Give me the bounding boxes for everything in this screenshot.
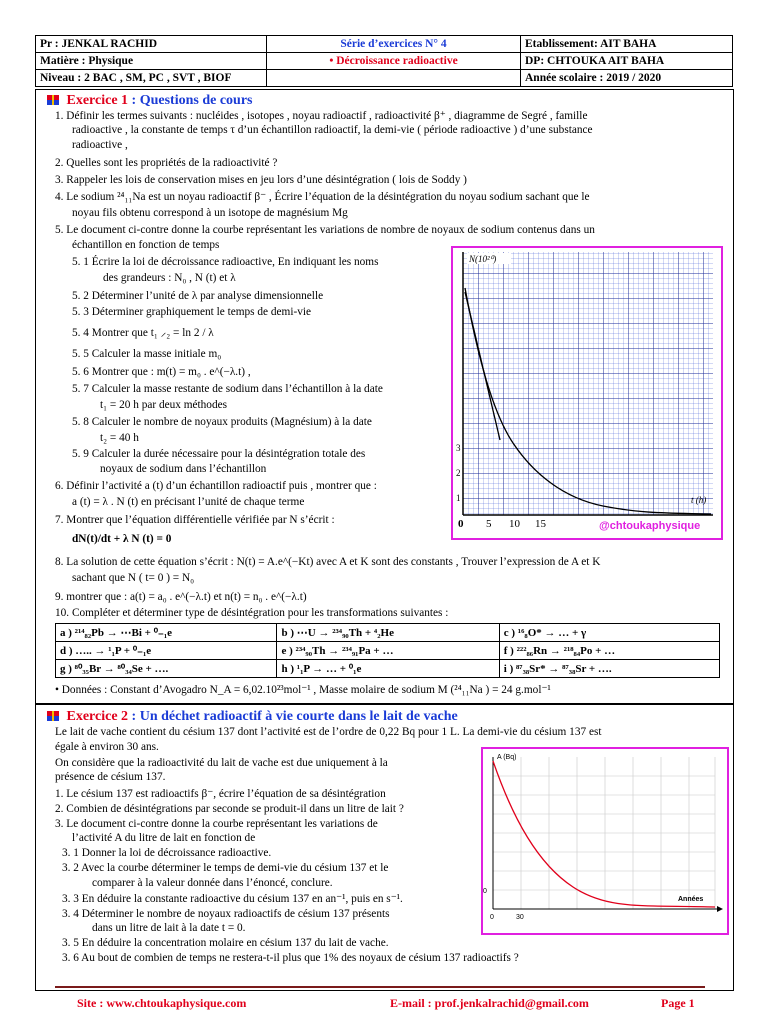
q6-line1: 6. Définir l’activité a (t) d’un échantillon radioactif puis , montrer que : bbox=[55, 480, 377, 492]
q5-9-line1: 5. 9 Calculer la durée nécessaire pour la désintégration totale des bbox=[72, 448, 366, 460]
ex2-q3-4-line2: dans un litre de lait à la date t = 0. bbox=[92, 922, 246, 934]
graph2-ylabel: A (Bq) bbox=[497, 754, 517, 761]
xtick-15: 15 bbox=[535, 518, 546, 530]
sodium-decay-svg bbox=[453, 248, 721, 538]
xtick-5: 5 bbox=[486, 518, 492, 530]
ex2-q3-line2: l’activité A du litre de lait en fonction de bbox=[72, 832, 256, 844]
exercise-2-number: Exercice 2 bbox=[66, 709, 129, 724]
ex2-q3-2-line1: 3. 2 Avec la courbe déterminer le temps de demi-vie du césium 137 et le bbox=[62, 862, 389, 874]
q5-7-line2: t₁ = 20 h par deux méthodes bbox=[100, 399, 228, 411]
ex2-q2: 2. Combien de désintégrations par seconde se produit-il dans un litre de lait ? bbox=[55, 803, 404, 815]
q5-9-line2: noyaux de sodium dans l’échantillon bbox=[100, 463, 267, 475]
reaction-a: a ) ²¹⁴₈₂Pb → ⋯Bi + ⁰₋₁e bbox=[56, 624, 277, 642]
q5-7-line1: 5. 7 Calculer la masse restante de sodium dans l’échantillon à la date bbox=[72, 383, 383, 395]
q5-1-line2: des grandeurs : N₀ , N (t) et λ bbox=[103, 272, 236, 284]
grid-lines bbox=[493, 757, 715, 909]
footer-page: Page 1 bbox=[661, 996, 695, 1010]
q7: 7. Montrer que l’équation différentielle vérifiée par N s’écrit : bbox=[55, 514, 335, 526]
header-chapitre-text: Décroissance radioactive bbox=[336, 55, 458, 67]
q2: 2. Quelles sont les propriétés de la radioactivité ? bbox=[55, 157, 278, 169]
footer-line bbox=[55, 986, 705, 988]
q8-line2: sachant que N ( t= 0 ) = N₀ bbox=[72, 572, 195, 584]
graph2-xlabel: Années bbox=[678, 896, 704, 903]
ex2-q3-1: 3. 1 Donner la loi de décroissance radioactive. bbox=[62, 847, 272, 859]
header-chapitre: • Décroissance radioactive bbox=[267, 53, 521, 70]
ex2-q3-5: 3. 5 En déduire la concentration molaire en césium 137 du lait de vache. bbox=[62, 937, 389, 949]
activity-curve bbox=[493, 761, 715, 907]
q9: 9. montrer que : a(t) = a₀ . e^(−λ.t) et n(t) = n₀ . e^(−λ.t) bbox=[55, 591, 307, 603]
q4-line1: 4. Le sodium ²⁴₁₁Na est un noyau radioactif β⁻ , Écrire l’équation de la désintégration du noyau sodium sachant que le bbox=[55, 191, 590, 203]
q5-3: 5. 3 Déterminer graphiquement le temps de demi-vie bbox=[72, 306, 312, 318]
reaction-c: c ) ¹⁶₈O* → … + γ bbox=[499, 624, 719, 642]
reactions-table bbox=[55, 623, 720, 678]
q5-8-line1: 5. 8 Calculer le nombre de noyaux produits (Magnésium) à la date bbox=[72, 416, 372, 428]
grid-paper bbox=[463, 252, 713, 515]
reaction-h: h ) ¹₁P → … + ⁰₁e bbox=[277, 660, 499, 678]
q4-line2: noyau fils obtenu correspond à un isotope de magnésium Mg bbox=[72, 207, 348, 219]
cesium-activity-svg bbox=[483, 749, 727, 933]
exercise-2-heading: : Un déchet radioactif à vie courte dans le lait de vache bbox=[131, 709, 458, 724]
header-annee: Année scolaire : 2019 / 2020 bbox=[521, 70, 733, 87]
q1-line1: 1. Définir les termes suivants : nucléides , isotopes , noyau radioactif , radioactivité β⁺ , diagramme de Segré , famille bbox=[55, 110, 588, 122]
header-table bbox=[35, 35, 733, 87]
ex2-p2: égale à environ 30 ans. bbox=[55, 741, 159, 753]
flag-icon bbox=[47, 95, 59, 105]
section-divider bbox=[35, 703, 734, 705]
ytick-2: 2 bbox=[456, 468, 461, 478]
header-serie: Série d’exercices N° 4 bbox=[267, 36, 521, 53]
donnees: • Données : Constant d’Avogadro N_A = 6,02.10²³mol⁻¹ , Masse molaire de sodium M (²⁴₁₁Na ) = 24 g.mol⁻¹ bbox=[55, 684, 551, 696]
reaction-e: e ) ²³⁴₉₀Th → ²³⁴₉₁Pa + … bbox=[277, 642, 499, 660]
ex2-q3-4-line1: 3. 4 Déterminer le nombre de noyaux radioactifs de césium 137 présents bbox=[62, 908, 390, 920]
ytick-1: 1 bbox=[456, 493, 461, 503]
q5-5: 5. 5 Calculer la masse initiale m₀ bbox=[72, 348, 222, 360]
ytick-3: 3 bbox=[456, 443, 461, 453]
xtick-10: 10 bbox=[509, 518, 520, 530]
xtick-0: 0 bbox=[458, 518, 464, 530]
flag-icon bbox=[47, 711, 59, 721]
q5-8-line2: t₂ = 40 h bbox=[100, 432, 139, 444]
ex2-q3-line1: 3. Le document ci-contre donne la courbe représentant les variations de bbox=[55, 818, 378, 830]
q3: 3. Rappeler les lois de conservation mises en jeu lors d’une désintégration ( lois de Soddy ) bbox=[55, 174, 467, 186]
cesium-activity-graph bbox=[481, 747, 729, 935]
exercise-1-number: Exercice 1 bbox=[66, 93, 129, 108]
reaction-d: d ) ….. → ¹₁P + ⁰₋₁e bbox=[56, 642, 277, 660]
q6-line2: a (t) = λ . N (t) en précisant l’unité de chaque terme bbox=[72, 496, 305, 508]
reaction-i: i ) ⁸⁷₃₈Sr* → ⁸⁷₃₈Sr + …. bbox=[499, 660, 719, 678]
exercise-1-title bbox=[47, 93, 253, 109]
watermark-text: @chtoukaphysique bbox=[599, 520, 701, 532]
sodium-decay-graph bbox=[451, 246, 723, 540]
header-prof: Pr : JENKAL RACHID bbox=[36, 36, 267, 53]
q7-equation: dN(t)/dt + λ N (t) = 0 bbox=[72, 533, 172, 545]
graph2-ytick: 0 bbox=[483, 888, 487, 895]
q5-2: 5. 2 Déterminer l’unité de λ par analyse dimensionnelle bbox=[72, 290, 324, 302]
ex2-q1: 1. Le césium 137 est radioactifs β⁻, écrire l’équation de sa désintégration bbox=[55, 788, 386, 800]
reaction-f: f ) ²²²₈₆Rn → ²¹⁸₈₄Po + … bbox=[499, 642, 719, 660]
q5-line1: 5. Le document ci-contre donne la courbe représentant les variations de nombre de noyaux de sodium contenus dans un bbox=[55, 224, 595, 236]
q5-line2: échantillon en fonction de temps bbox=[72, 239, 220, 251]
footer-email[interactable]: E-mail : prof.jenkalrachid@gmail.com bbox=[390, 996, 589, 1010]
graph1-xlabel: t (h) bbox=[691, 495, 707, 505]
ex2-q3-3: 3. 3 En déduire la constante radioactive du césium 137 en an⁻¹, puis en s⁻¹. bbox=[62, 893, 403, 905]
graph2-xtick-0: 0 bbox=[490, 914, 494, 921]
header-etablissement: Etablissement: AIT BAHA bbox=[521, 36, 733, 53]
q1-line2: radioactive , la constante de temps τ d’un échantillon radioactif, la demi-vie ( période radioactive ) d’une substance bbox=[72, 124, 593, 136]
reaction-b: b ) ⋯U → ²³⁴₉₀Th + ⁴₂He bbox=[277, 624, 499, 642]
header-dp: DP: CHTOUKA AIT BAHA bbox=[521, 53, 733, 70]
exercise-1-heading: : Questions de cours bbox=[131, 93, 253, 108]
footer-site[interactable]: Site : www.chtoukaphysique.com bbox=[77, 996, 247, 1010]
header-niveau: Niveau : 2 BAC , SM, PC , SVT , BIOF bbox=[36, 70, 267, 87]
exercise-2-title bbox=[47, 709, 458, 725]
ex2-p4: présence de césium 137. bbox=[55, 771, 166, 783]
q5-4: 5. 4 Montrer que t₁ ⸝₂ = ln 2 / λ bbox=[72, 327, 214, 339]
q10: 10. Compléter et déterminer type de désintégration pour les transformations suivantes : bbox=[55, 607, 449, 619]
ex2-q3-6: 3. 6 Au bout de combien de temps ne restera-t-il plus que 1% des noyaux de césium 137 radioactifs ? bbox=[62, 952, 519, 964]
q8-line1: 8. La solution de cette équation s’écrit : N(t) = A.e^(−Kt) avec A et K sont des constants , Trouver l’expression de A et K bbox=[55, 556, 601, 568]
graph1-ylabel: N(10²⁰) bbox=[469, 254, 497, 264]
q5-1-line1: 5. 1 Écrire la loi de décroissance radioactive, En indiquant les noms bbox=[72, 256, 379, 268]
ex2-p1: Le lait de vache contient du césium 137 dont l’activité est de l’ordre de 0,22 Bq pour 1 L. La demi-vie du césium 137 est bbox=[55, 726, 602, 738]
q1-line3: radioactive , bbox=[72, 139, 128, 151]
header-matiere: Matière : Physique bbox=[36, 53, 267, 70]
x-axis-arrow bbox=[717, 906, 723, 912]
graph2-xtick-30: 30 bbox=[516, 914, 524, 921]
ex2-p3: On considère que la radioactivité du lait de vache est due uniquement à la bbox=[55, 757, 388, 769]
q5-6: 5. 6 Montrer que : m(t) = m₀ . e^(−λ.t) , bbox=[72, 366, 251, 378]
header-empty bbox=[267, 70, 521, 87]
ex2-q3-2-line2: comparer à la valeur donnée dans l’énoncé, conclure. bbox=[92, 877, 333, 889]
reaction-g: g ) ⁸⁰₃₅Br → ⁸⁰₃₄Se + …. bbox=[56, 660, 277, 678]
